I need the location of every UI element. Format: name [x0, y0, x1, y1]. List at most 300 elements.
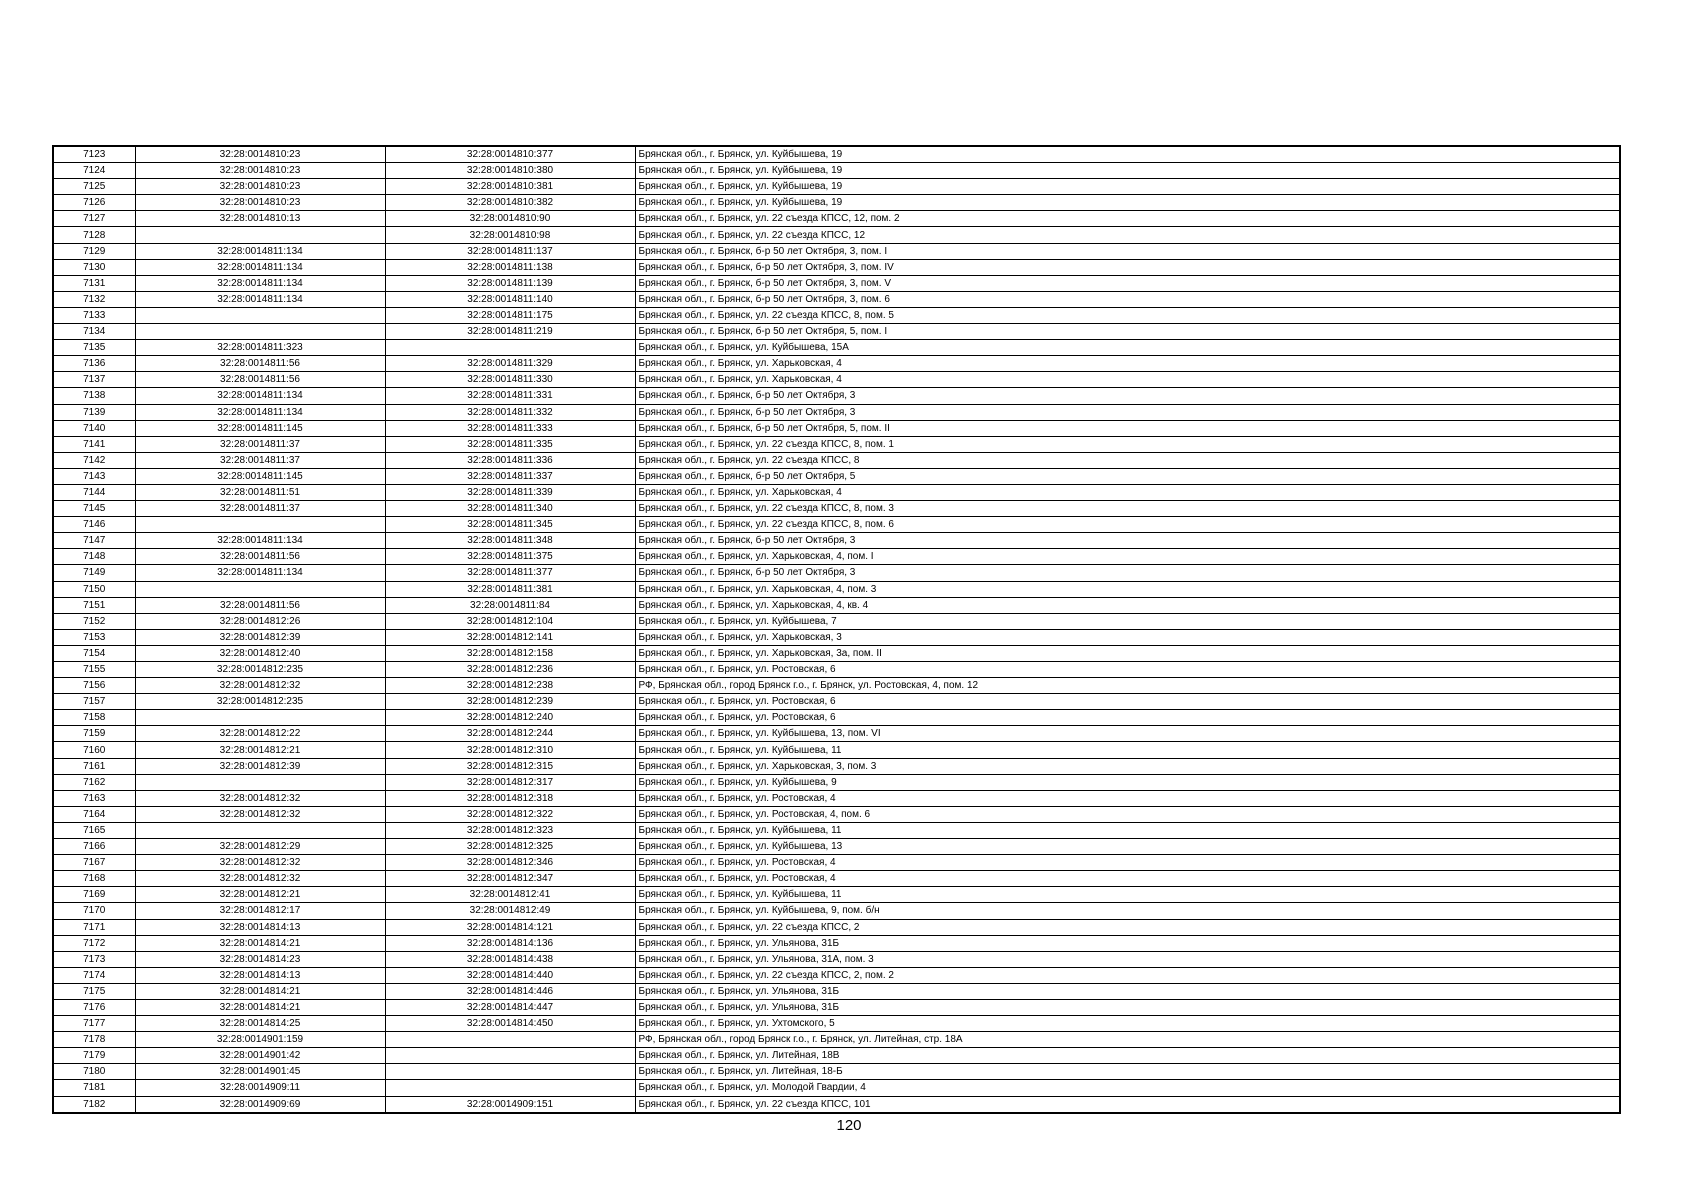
table-row: [53, 1064, 1620, 1080]
table-row: [53, 549, 1620, 565]
land-cadastral-number-cell: 32:28:0014812:29: [135, 839, 385, 855]
table-row: [53, 163, 1620, 179]
address-cell: Брянская обл., г. Брянск, ул. Харьковская, 4: [635, 484, 1620, 500]
land-cadastral-number-cell: 32:28:0014812:40: [135, 645, 385, 661]
address-cell: Брянская обл., г. Брянск, ул. 22 съезда КПСС, 2, пом. 2: [635, 967, 1620, 983]
object-cadastral-number-cell: 32:28:0014814:447: [385, 999, 635, 1015]
land-cadastral-number-cell: [135, 307, 385, 323]
land-cadastral-number-cell: 32:28:0014810:23: [135, 195, 385, 211]
land-cadastral-number-cell: 32:28:0014814:13: [135, 967, 385, 983]
table-row: [53, 275, 1620, 291]
table-row: [53, 629, 1620, 645]
object-cadastral-number-cell: [385, 1080, 635, 1096]
table-row: [53, 645, 1620, 661]
land-cadastral-number-cell: 32:28:0014812:32: [135, 806, 385, 822]
table-row: [53, 983, 1620, 999]
object-cadastral-number-cell: 32:28:0014812:240: [385, 710, 635, 726]
object-cadastral-number-cell: 32:28:0014811:332: [385, 404, 635, 420]
row-number-cell: 7181: [53, 1080, 135, 1096]
table-row: [53, 774, 1620, 790]
row-number-cell: 7142: [53, 452, 135, 468]
table-row: [53, 1080, 1620, 1096]
land-cadastral-number-cell: 32:28:0014812:32: [135, 855, 385, 871]
address-cell: Брянская обл., г. Брянск, ул. Молодой Гвардии, 4: [635, 1080, 1620, 1096]
table-row: [53, 404, 1620, 420]
address-cell: Брянская обл., г. Брянск, ул. 22 съезда КПСС, 8, пом. 3: [635, 501, 1620, 517]
address-cell: Брянская обл., г. Брянск, ул. Куйбышева, 19: [635, 195, 1620, 211]
object-cadastral-number-cell: 32:28:0014814:438: [385, 951, 635, 967]
address-cell: Брянская обл., г. Брянск, ул. 22 съезда КПСС, 12, пом. 2: [635, 211, 1620, 227]
object-cadastral-number-cell: 32:28:0014814:136: [385, 935, 635, 951]
page-number: 120: [836, 1117, 862, 1134]
object-cadastral-number-cell: 32:28:0014812:315: [385, 758, 635, 774]
object-cadastral-number-cell: 32:28:0014810:380: [385, 163, 635, 179]
row-number-cell: 7127: [53, 211, 135, 227]
land-cadastral-number-cell: 32:28:0014812:235: [135, 662, 385, 678]
row-number-cell: 7153: [53, 629, 135, 645]
land-cadastral-number-cell: 32:28:0014811:134: [135, 291, 385, 307]
address-cell: Брянская обл., г. Брянск, ул. Куйбышева, 9, пом. б/н: [635, 903, 1620, 919]
land-cadastral-number-cell: 32:28:0014814:25: [135, 1016, 385, 1032]
row-number-cell: 7164: [53, 806, 135, 822]
row-number-cell: 7177: [53, 1016, 135, 1032]
table-row: [53, 324, 1620, 340]
object-cadastral-number-cell: 32:28:0014811:330: [385, 372, 635, 388]
object-cadastral-number-cell: 32:28:0014812:323: [385, 822, 635, 838]
row-number-cell: 7172: [53, 935, 135, 951]
table-row: [53, 806, 1620, 822]
address-cell: Брянская обл., г. Брянск, ул. Харьковская, 4, кв. 4: [635, 597, 1620, 613]
row-number-cell: 7144: [53, 484, 135, 500]
row-number-cell: 7143: [53, 468, 135, 484]
land-cadastral-number-cell: 32:28:0014811:134: [135, 404, 385, 420]
object-cadastral-number-cell: 32:28:0014811:337: [385, 468, 635, 484]
row-number-cell: 7135: [53, 340, 135, 356]
land-cadastral-number-cell: 32:28:0014811:145: [135, 420, 385, 436]
address-cell: Брянская обл., г. Брянск, б-р 50 лет Октября, 3, пом. IV: [635, 259, 1620, 275]
land-cadastral-number-cell: 32:28:0014814:21: [135, 983, 385, 999]
land-cadastral-number-cell: 32:28:0014901:42: [135, 1048, 385, 1064]
object-cadastral-number-cell: 32:28:0014811:140: [385, 291, 635, 307]
land-cadastral-number-cell: 32:28:0014812:32: [135, 678, 385, 694]
row-number-cell: 7123: [53, 146, 135, 163]
table-row: [53, 452, 1620, 468]
table-row: [53, 565, 1620, 581]
object-cadastral-number-cell: 32:28:0014811:348: [385, 533, 635, 549]
table-row: [53, 468, 1620, 484]
object-cadastral-number-cell: 32:28:0014811:345: [385, 517, 635, 533]
row-number-cell: 7149: [53, 565, 135, 581]
row-number-cell: 7171: [53, 919, 135, 935]
table-row: [53, 307, 1620, 323]
address-cell: Брянская обл., г. Брянск, ул. Куйбышева, 19: [635, 163, 1620, 179]
land-cadastral-number-cell: 32:28:0014812:39: [135, 629, 385, 645]
address-cell: Брянская обл., г. Брянск, ул. 22 съезда КПСС, 101: [635, 1096, 1620, 1113]
table-row: [53, 517, 1620, 533]
address-cell: Брянская обл., г. Брянск, ул. 22 съезда КПСС, 2: [635, 919, 1620, 935]
row-number-cell: 7137: [53, 372, 135, 388]
land-cadastral-number-cell: 32:28:0014814:13: [135, 919, 385, 935]
table-row: [53, 710, 1620, 726]
row-number-cell: 7128: [53, 227, 135, 243]
table-row: [53, 243, 1620, 259]
address-cell: Брянская обл., г. Брянск, ул. 22 съезда КПСС, 8, пом. 6: [635, 517, 1620, 533]
table-row: [53, 951, 1620, 967]
land-cadastral-number-cell: 32:28:0014812:235: [135, 694, 385, 710]
object-cadastral-number-cell: [385, 1064, 635, 1080]
object-cadastral-number-cell: 32:28:0014811:137: [385, 243, 635, 259]
land-cadastral-number-cell: 32:28:0014811:134: [135, 243, 385, 259]
row-number-cell: 7182: [53, 1096, 135, 1113]
table-row: [53, 1032, 1620, 1048]
land-cadastral-number-cell: [135, 774, 385, 790]
object-cadastral-number-cell: [385, 1032, 635, 1048]
land-cadastral-number-cell: 32:28:0014810:23: [135, 179, 385, 195]
row-number-cell: 7150: [53, 581, 135, 597]
land-cadastral-number-cell: 32:28:0014811:37: [135, 501, 385, 517]
object-cadastral-number-cell: 32:28:0014811:331: [385, 388, 635, 404]
address-cell: Брянская обл., г. Брянск, б-р 50 лет Октября, 3: [635, 404, 1620, 420]
object-cadastral-number-cell: 32:28:0014814:446: [385, 983, 635, 999]
row-number-cell: 7151: [53, 597, 135, 613]
address-cell: Брянская обл., г. Брянск, б-р 50 лет Октября, 5: [635, 468, 1620, 484]
land-cadastral-number-cell: 32:28:0014810:23: [135, 163, 385, 179]
address-cell: Брянская обл., г. Брянск, ул. Ростовская, 4: [635, 871, 1620, 887]
address-cell: Брянская обл., г. Брянск, б-р 50 лет Октября, 3, пом. V: [635, 275, 1620, 291]
table-row: [53, 1016, 1620, 1032]
address-cell: Брянская обл., г. Брянск, ул. 22 съезда КПСС, 8: [635, 452, 1620, 468]
address-cell: РФ, Брянская обл., город Брянск г.о., г. Брянск, ул. Ростовская, 4, пом. 12: [635, 678, 1620, 694]
land-cadastral-number-cell: [135, 227, 385, 243]
land-cadastral-number-cell: 32:28:0014901:159: [135, 1032, 385, 1048]
object-cadastral-number-cell: 32:28:0014811:329: [385, 356, 635, 372]
land-cadastral-number-cell: 32:28:0014811:134: [135, 388, 385, 404]
row-number-cell: 7175: [53, 983, 135, 999]
address-cell: Брянская обл., г. Брянск, ул. Харьковская, 3, пом. 3: [635, 758, 1620, 774]
land-cadastral-number-cell: 32:28:0014811:56: [135, 549, 385, 565]
row-number-cell: 7133: [53, 307, 135, 323]
object-cadastral-number-cell: 32:28:0014812:346: [385, 855, 635, 871]
row-number-cell: 7132: [53, 291, 135, 307]
land-cadastral-number-cell: 32:28:0014810:13: [135, 211, 385, 227]
land-cadastral-number-cell: 32:28:0014811:134: [135, 259, 385, 275]
row-number-cell: 7161: [53, 758, 135, 774]
land-cadastral-number-cell: 32:28:0014812:32: [135, 790, 385, 806]
address-cell: Брянская обл., г. Брянск, ул. 22 съезда КПСС, 8, пом. 1: [635, 436, 1620, 452]
address-cell: Брянская обл., г. Брянск, ул. Куйбышева, 11: [635, 742, 1620, 758]
object-cadastral-number-cell: 32:28:0014814:121: [385, 919, 635, 935]
address-cell: Брянская обл., г. Брянск, ул. Ульянова, 31А, пом. 3: [635, 951, 1620, 967]
row-number-cell: 7176: [53, 999, 135, 1015]
row-number-cell: 7160: [53, 742, 135, 758]
row-number-cell: 7159: [53, 726, 135, 742]
land-cadastral-number-cell: 32:28:0014811:134: [135, 275, 385, 291]
object-cadastral-number-cell: 32:28:0014810:90: [385, 211, 635, 227]
address-cell: Брянская обл., г. Брянск, ул. Харьковская, 4: [635, 356, 1620, 372]
object-cadastral-number-cell: 32:28:0014812:41: [385, 887, 635, 903]
table-row: [53, 291, 1620, 307]
table-row: [53, 1048, 1620, 1064]
address-cell: Брянская обл., г. Брянск, ул. Харьковская, 4, пом. I: [635, 549, 1620, 565]
row-number-cell: 7134: [53, 324, 135, 340]
row-number-cell: 7146: [53, 517, 135, 533]
object-cadastral-number-cell: 32:28:0014812:238: [385, 678, 635, 694]
address-cell: Брянская обл., г. Брянск, ул. Куйбышева, 9: [635, 774, 1620, 790]
table-row: [53, 227, 1620, 243]
land-cadastral-number-cell: 32:28:0014909:11: [135, 1080, 385, 1096]
table-row: [53, 935, 1620, 951]
address-cell: Брянская обл., г. Брянск, б-р 50 лет Октября, 3: [635, 533, 1620, 549]
row-number-cell: 7136: [53, 356, 135, 372]
table-row: [53, 758, 1620, 774]
table-row: [53, 581, 1620, 597]
address-cell: Брянская обл., г. Брянск, ул. Харьковская, 3а, пом. II: [635, 645, 1620, 661]
address-cell: Брянская обл., г. Брянск, б-р 50 лет Октября, 3: [635, 565, 1620, 581]
land-cadastral-number-cell: 32:28:0014814:23: [135, 951, 385, 967]
object-cadastral-number-cell: 32:28:0014909:151: [385, 1096, 635, 1113]
object-cadastral-number-cell: 32:28:0014810:98: [385, 227, 635, 243]
table-row: [53, 356, 1620, 372]
address-cell: Брянская обл., г. Брянск, ул. Ростовская, 6: [635, 694, 1620, 710]
table-row: [53, 388, 1620, 404]
registry-table-body: [53, 146, 1620, 1113]
object-cadastral-number-cell: 32:28:0014812:49: [385, 903, 635, 919]
land-cadastral-number-cell: 32:28:0014811:56: [135, 597, 385, 613]
object-cadastral-number-cell: 32:28:0014810:377: [385, 146, 635, 163]
land-cadastral-number-cell: 32:28:0014811:134: [135, 565, 385, 581]
table-row: [53, 678, 1620, 694]
row-number-cell: 7145: [53, 501, 135, 517]
address-cell: РФ, Брянская обл., город Брянск г.о., г. Брянск, ул. Литейная, стр. 18А: [635, 1032, 1620, 1048]
object-cadastral-number-cell: 32:28:0014811:333: [385, 420, 635, 436]
address-cell: Брянская обл., г. Брянск, ул. Ростовская, 4: [635, 855, 1620, 871]
object-cadastral-number-cell: 32:28:0014812:244: [385, 726, 635, 742]
row-number-cell: 7163: [53, 790, 135, 806]
row-number-cell: 7174: [53, 967, 135, 983]
land-cadastral-number-cell: 32:28:0014901:45: [135, 1064, 385, 1080]
row-number-cell: 7168: [53, 871, 135, 887]
object-cadastral-number-cell: 32:28:0014812:347: [385, 871, 635, 887]
address-cell: Брянская обл., г. Брянск, ул. Куйбышева, 13: [635, 839, 1620, 855]
table-row: [53, 533, 1620, 549]
object-cadastral-number-cell: 32:28:0014811:84: [385, 597, 635, 613]
row-number-cell: 7130: [53, 259, 135, 275]
object-cadastral-number-cell: [385, 1048, 635, 1064]
object-cadastral-number-cell: 32:28:0014812:322: [385, 806, 635, 822]
address-cell: Брянская обл., г. Брянск, ул. Литейная, 18В: [635, 1048, 1620, 1064]
table-row: [53, 694, 1620, 710]
table-row: [53, 501, 1620, 517]
object-cadastral-number-cell: 32:28:0014811:377: [385, 565, 635, 581]
row-number-cell: 7170: [53, 903, 135, 919]
object-cadastral-number-cell: 32:28:0014811:381: [385, 581, 635, 597]
land-cadastral-number-cell: 32:28:0014811:51: [135, 484, 385, 500]
land-cadastral-number-cell: 32:28:0014814:21: [135, 935, 385, 951]
object-cadastral-number-cell: 32:28:0014814:450: [385, 1016, 635, 1032]
table-row: [53, 871, 1620, 887]
table-row: [53, 662, 1620, 678]
land-cadastral-number-cell: 32:28:0014909:69: [135, 1096, 385, 1113]
row-number-cell: 7129: [53, 243, 135, 259]
object-cadastral-number-cell: 32:28:0014810:381: [385, 179, 635, 195]
table-row: [53, 726, 1620, 742]
object-cadastral-number-cell: 32:28:0014812:239: [385, 694, 635, 710]
object-cadastral-number-cell: 32:28:0014811:219: [385, 324, 635, 340]
land-cadastral-number-cell: 32:28:0014811:37: [135, 436, 385, 452]
address-cell: Брянская обл., г. Брянск, ул. Ухтомского, 5: [635, 1016, 1620, 1032]
object-cadastral-number-cell: 32:28:0014812:141: [385, 629, 635, 645]
object-cadastral-number-cell: 32:28:0014812:317: [385, 774, 635, 790]
land-cadastral-number-cell: 32:28:0014812:21: [135, 742, 385, 758]
address-cell: Брянская обл., г. Брянск, ул. Куйбышева, 13, пом. VI: [635, 726, 1620, 742]
object-cadastral-number-cell: 32:28:0014812:310: [385, 742, 635, 758]
object-cadastral-number-cell: 32:28:0014810:382: [385, 195, 635, 211]
land-cadastral-number-cell: 32:28:0014811:134: [135, 533, 385, 549]
land-cadastral-number-cell: 32:28:0014811:323: [135, 340, 385, 356]
table-row: [53, 211, 1620, 227]
land-cadastral-number-cell: 32:28:0014812:17: [135, 903, 385, 919]
address-cell: Брянская обл., г. Брянск, ул. Ростовская, 6: [635, 710, 1620, 726]
table-row: [53, 597, 1620, 613]
table-row: [53, 436, 1620, 452]
object-cadastral-number-cell: 32:28:0014812:236: [385, 662, 635, 678]
address-cell: Брянская обл., г. Брянск, ул. Ростовская, 4, пом. 6: [635, 806, 1620, 822]
object-cadastral-number-cell: 32:28:0014811:336: [385, 452, 635, 468]
land-cadastral-number-cell: 32:28:0014811:37: [135, 452, 385, 468]
address-cell: Брянская обл., г. Брянск, ул. 22 съезда КПСС, 8, пом. 5: [635, 307, 1620, 323]
row-number-cell: 7126: [53, 195, 135, 211]
table-row: [53, 613, 1620, 629]
address-cell: Брянская обл., г. Брянск, ул. Куйбышева, 19: [635, 146, 1620, 163]
address-cell: Брянская обл., г. Брянск, ул. Куйбышева, 11: [635, 887, 1620, 903]
row-number-cell: 7147: [53, 533, 135, 549]
land-cadastral-number-cell: 32:28:0014812:26: [135, 613, 385, 629]
row-number-cell: 7141: [53, 436, 135, 452]
row-number-cell: 7148: [53, 549, 135, 565]
land-cadastral-number-cell: [135, 324, 385, 340]
address-cell: Брянская обл., г. Брянск, ул. Ульянова, 31Б: [635, 983, 1620, 999]
table-row: [53, 919, 1620, 935]
table-row: [53, 822, 1620, 838]
object-cadastral-number-cell: 32:28:0014814:440: [385, 967, 635, 983]
table-row: [53, 179, 1620, 195]
address-cell: Брянская обл., г. Брянск, ул. Ульянова, 31Б: [635, 935, 1620, 951]
land-cadastral-number-cell: [135, 710, 385, 726]
registry-table: [52, 145, 1621, 1114]
table-row: [53, 259, 1620, 275]
land-cadastral-number-cell: 32:28:0014812:32: [135, 871, 385, 887]
address-cell: Брянская обл., г. Брянск, ул. Ростовская, 4: [635, 790, 1620, 806]
row-number-cell: 7131: [53, 275, 135, 291]
row-number-cell: 7155: [53, 662, 135, 678]
land-cadastral-number-cell: 32:28:0014810:23: [135, 146, 385, 163]
object-cadastral-number-cell: 32:28:0014811:139: [385, 275, 635, 291]
object-cadastral-number-cell: 32:28:0014811:339: [385, 484, 635, 500]
table-row: [53, 1096, 1620, 1113]
row-number-cell: 7125: [53, 179, 135, 195]
object-cadastral-number-cell: 32:28:0014811:175: [385, 307, 635, 323]
row-number-cell: 7173: [53, 951, 135, 967]
row-number-cell: 7166: [53, 839, 135, 855]
land-cadastral-number-cell: 32:28:0014812:39: [135, 758, 385, 774]
land-cadastral-number-cell: 32:28:0014812:22: [135, 726, 385, 742]
row-number-cell: 7158: [53, 710, 135, 726]
address-cell: Брянская обл., г. Брянск, ул. Куйбышева, 19: [635, 179, 1620, 195]
object-cadastral-number-cell: 32:28:0014811:340: [385, 501, 635, 517]
address-cell: Брянская обл., г. Брянск, ул. Куйбышева, 15А: [635, 340, 1620, 356]
table-row: [53, 195, 1620, 211]
table-row: [53, 146, 1620, 163]
address-cell: Брянская обл., г. Брянск, ул. Куйбышева, 7: [635, 613, 1620, 629]
address-cell: Брянская обл., г. Брянск, б-р 50 лет Октября, 5, пом. II: [635, 420, 1620, 436]
object-cadastral-number-cell: 32:28:0014812:325: [385, 839, 635, 855]
row-number-cell: 7162: [53, 774, 135, 790]
row-number-cell: 7179: [53, 1048, 135, 1064]
row-number-cell: 7167: [53, 855, 135, 871]
row-number-cell: 7156: [53, 678, 135, 694]
land-cadastral-number-cell: 32:28:0014811:56: [135, 356, 385, 372]
object-cadastral-number-cell: 32:28:0014811:138: [385, 259, 635, 275]
address-cell: Брянская обл., г. Брянск, ул. Харьковская, 4, пом. 3: [635, 581, 1620, 597]
land-cadastral-number-cell: [135, 822, 385, 838]
table-row: [53, 887, 1620, 903]
address-cell: Брянская обл., г. Брянск, ул. Ульянова, 31Б: [635, 999, 1620, 1015]
address-cell: Брянская обл., г. Брянск, ул. Литейная, 18-Б: [635, 1064, 1620, 1080]
address-cell: Брянская обл., г. Брянск, ул. 22 съезда КПСС, 12: [635, 227, 1620, 243]
row-number-cell: 7157: [53, 694, 135, 710]
table-row: [53, 903, 1620, 919]
row-number-cell: 7140: [53, 420, 135, 436]
table-row: [53, 484, 1620, 500]
address-cell: Брянская обл., г. Брянск, б-р 50 лет Октября, 3, пом. I: [635, 243, 1620, 259]
object-cadastral-number-cell: 32:28:0014811:375: [385, 549, 635, 565]
land-cadastral-number-cell: 32:28:0014811:56: [135, 372, 385, 388]
row-number-cell: 7138: [53, 388, 135, 404]
row-number-cell: 7139: [53, 404, 135, 420]
row-number-cell: 7165: [53, 822, 135, 838]
table-row: [53, 790, 1620, 806]
address-cell: Брянская обл., г. Брянск, ул. Куйбышева, 11: [635, 822, 1620, 838]
address-cell: Брянская обл., г. Брянск, б-р 50 лет Октября, 3: [635, 388, 1620, 404]
row-number-cell: 7178: [53, 1032, 135, 1048]
land-cadastral-number-cell: [135, 517, 385, 533]
land-cadastral-number-cell: 32:28:0014812:21: [135, 887, 385, 903]
row-number-cell: 7180: [53, 1064, 135, 1080]
object-cadastral-number-cell: 32:28:0014812:318: [385, 790, 635, 806]
address-cell: Брянская обл., г. Брянск, ул. Харьковская, 3: [635, 629, 1620, 645]
object-cadastral-number-cell: 32:28:0014812:158: [385, 645, 635, 661]
address-cell: Брянская обл., г. Брянск, ул. Ростовская, 6: [635, 662, 1620, 678]
table-row: [53, 967, 1620, 983]
object-cadastral-number-cell: 32:28:0014812:104: [385, 613, 635, 629]
table-row: [53, 340, 1620, 356]
table-row: [53, 742, 1620, 758]
object-cadastral-number-cell: [385, 340, 635, 356]
land-cadastral-number-cell: 32:28:0014814:21: [135, 999, 385, 1015]
table-row: [53, 372, 1620, 388]
table-row: [53, 420, 1620, 436]
land-cadastral-number-cell: 32:28:0014811:145: [135, 468, 385, 484]
table-row: [53, 839, 1620, 855]
row-number-cell: 7152: [53, 613, 135, 629]
row-number-cell: 7169: [53, 887, 135, 903]
address-cell: Брянская обл., г. Брянск, б-р 50 лет Октября, 5, пом. I: [635, 324, 1620, 340]
table-row: [53, 855, 1620, 871]
address-cell: Брянская обл., г. Брянск, б-р 50 лет Октября, 3, пом. 6: [635, 291, 1620, 307]
object-cadastral-number-cell: 32:28:0014811:335: [385, 436, 635, 452]
table-row: [53, 999, 1620, 1015]
address-cell: Брянская обл., г. Брянск, ул. Харьковская, 4: [635, 372, 1620, 388]
